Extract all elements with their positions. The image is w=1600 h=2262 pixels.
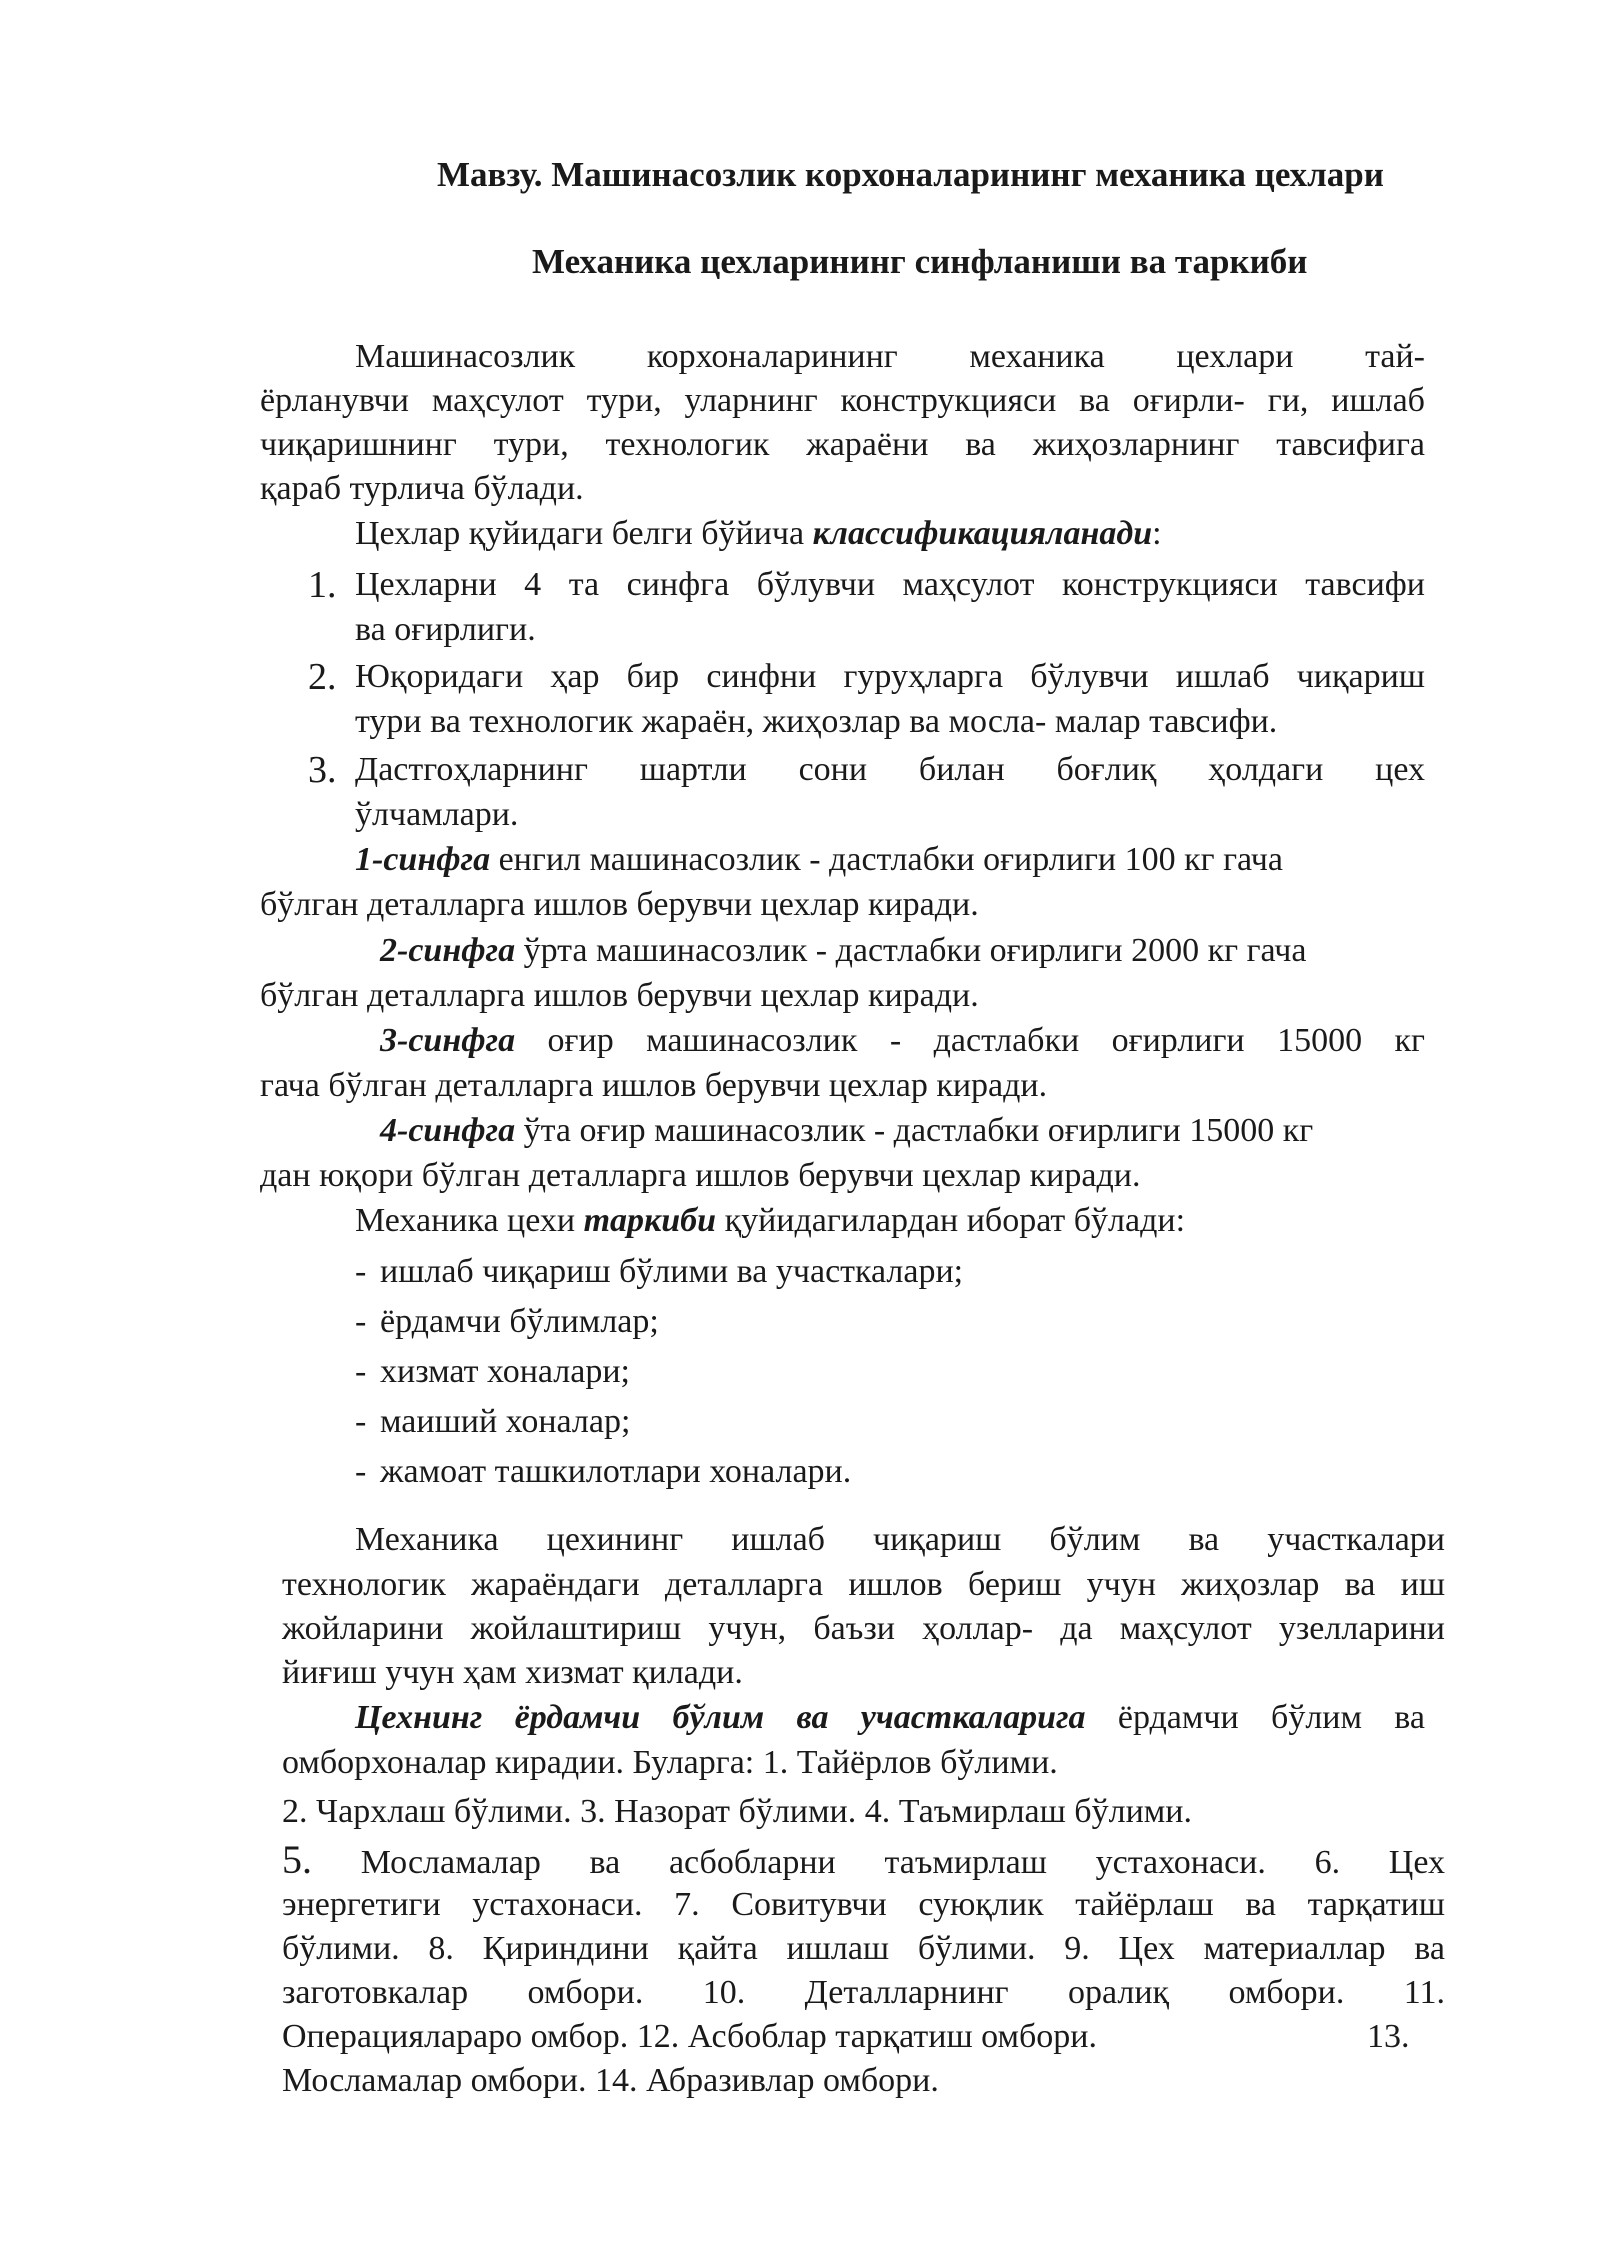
production-line-4: йиғиш учун ҳам хизмат қилади. bbox=[282, 1654, 743, 1691]
list-item: хизмат хоналари; bbox=[380, 1353, 630, 1390]
auxiliary-line-7: заготовкалар омбори. 10. Деталларнинг оралиқ омбори. 11. bbox=[282, 1974, 1445, 2011]
auxiliary-line-9: Мосламалар омбори. 14. Абразивлар омбори. bbox=[282, 2062, 939, 2099]
auxiliary-line-4 bbox=[282, 1838, 1445, 1885]
auxiliary-line-8: Операцияларарo омбор. 12. Асбоблар тарқатиш омбори. bbox=[282, 2018, 1097, 2055]
criteria-line: ва оғирлиги. bbox=[355, 611, 536, 648]
intro-line-3: чиқаришнинг тури, технологик жараёни ва жиҳозларнинг тавсифига bbox=[260, 426, 1425, 463]
auxiliary-line-3: 2. Чархлаш бўлими. 3. Назорат бўлими. 4. Таъмирлаш бўлими. bbox=[282, 1793, 1192, 1830]
production-line-1: Механика цехининг ишлаб чиқариш бўлим ва участкалари bbox=[355, 1521, 1445, 1558]
page-title: Мавзу. Машинасозлик корхоналарининг механика цехлари bbox=[437, 155, 1384, 194]
classify-colon: : bbox=[1152, 515, 1162, 552]
class-3-line-1 bbox=[380, 1019, 1425, 1063]
class-1-line-1 bbox=[355, 838, 1283, 882]
composition-sentence bbox=[355, 1199, 1185, 1243]
auxiliary-term: Цехнинг ёрдамчи бўлим ва участкаларига bbox=[355, 1699, 1086, 1736]
auxiliary-line-1 bbox=[355, 1696, 1425, 1740]
criteria-line: Юқоридаги ҳар бир синфни гуруҳларга бўлувчи ишлаб чиқариш bbox=[355, 658, 1425, 695]
composition-term: таркиби bbox=[583, 1202, 717, 1239]
class-2-line-1 bbox=[380, 929, 1306, 973]
class-1-line-2: бўлган деталларга ишлов берувчи цехлар киради. bbox=[260, 886, 979, 923]
class-label: 1-синфга bbox=[355, 841, 491, 878]
class-4-line-1 bbox=[380, 1109, 1313, 1153]
class-text: енгил машинасозлик - дастлабки оғирлиги 100 кг гача bbox=[490, 841, 1283, 878]
auxiliary-text: ёрдамчи бўлим ва bbox=[1085, 1699, 1425, 1736]
composition-text: қуйидагилардан иборат бўлади: bbox=[716, 1202, 1186, 1239]
bullet-mark: - bbox=[355, 1253, 367, 1290]
classify-text: Цехлар қуйидаги белги бўйича bbox=[355, 515, 813, 552]
auxiliary-line-8-number: 13. bbox=[1367, 2018, 1410, 2055]
criteria-line: тури ва технологик жараён, жиҳозлар ва мосла- малар тавсифи. bbox=[355, 703, 1278, 740]
production-line-3: жойларини жойлаштириш учун, баъзи ҳоллар- да маҳсулот узелларини bbox=[282, 1610, 1445, 1647]
criteria-line: ўлчамлари. bbox=[355, 796, 519, 833]
bullet-mark: - bbox=[355, 1453, 367, 1490]
bullet-mark: - bbox=[355, 1353, 367, 1390]
criteria-line: Дастгоҳларнинг шартли сони билан боғлиқ ҳолдаги цех bbox=[355, 751, 1425, 788]
list-item: ёрдамчи бўлимлар; bbox=[380, 1303, 659, 1340]
auxiliary-line-6: бўлими. 8. Қириндини қайта ишлаш бўлими. 9. Цех материаллар ва bbox=[282, 1930, 1445, 1967]
class-label: 2-синфга bbox=[380, 932, 516, 969]
list-item: ишлаб чиқариш бўлими ва участкалари; bbox=[380, 1253, 964, 1290]
auxiliary-line-2: омборхоналар кирадии. Буларга: 1. Тайёрлов бўлими. bbox=[282, 1744, 1058, 1781]
class-text: оғир машинасозлик - дастлабки оғирлиги 15000 кг bbox=[515, 1022, 1425, 1059]
auxiliary-number: 5. bbox=[282, 1837, 312, 1882]
criteria-number: 3. bbox=[308, 749, 337, 791]
class-text: ўрта машинасозлик - дастлабки оғирлиги 2000 кг гача bbox=[515, 932, 1307, 969]
criteria-line: Цехларни 4 та синфга бўлувчи маҳсулот конструкцияси тавсифи bbox=[355, 566, 1425, 603]
list-item: маиший хоналар; bbox=[380, 1403, 631, 1440]
class-3-line-2: гача бўлган деталларга ишлов берувчи цехлар киради. bbox=[260, 1067, 1048, 1104]
auxiliary-line-5: энергетиги устахонаси. 7. Совитувчи суюқлик тайёрлаш ва тарқатиш bbox=[282, 1886, 1445, 1923]
page-subtitle: Механика цехларининг синфланиши ва таркиби bbox=[532, 242, 1308, 281]
classify-sentence bbox=[355, 512, 1162, 556]
criteria-number: 2. bbox=[308, 656, 337, 698]
class-label: 4-синфга bbox=[380, 1112, 516, 1149]
bullet-mark: - bbox=[355, 1403, 367, 1440]
criteria-number: 1. bbox=[308, 564, 337, 606]
class-4-line-2: дан юқори бўлган деталларга ишлов берувчи цехлар киради. bbox=[260, 1157, 1141, 1194]
auxiliary-text: Мосламалар ва асбобларни таъмирлаш устахонаси. 6. Цех bbox=[312, 1844, 1445, 1881]
intro-line-1: Машинасозлик корхоналарининг механика цехлари тай- bbox=[355, 338, 1425, 375]
bullet-mark: - bbox=[355, 1303, 367, 1340]
intro-line-4: қараб турлича бўлади. bbox=[260, 470, 584, 507]
class-label: 3-синфга bbox=[380, 1022, 516, 1059]
class-text: ўта оғир машинасозлик - дастлабки оғирлиги 15000 кг bbox=[515, 1112, 1314, 1149]
composition-text: Механика цехи bbox=[355, 1202, 584, 1239]
production-line-2: технологик жараёндаги деталларга ишлов бериш учун жиҳозлар ва иш bbox=[282, 1566, 1445, 1603]
class-2-line-2: бўлган деталларга ишлов берувчи цехлар киради. bbox=[260, 977, 979, 1014]
classify-term: классификацияланади bbox=[812, 515, 1153, 552]
intro-line-2: ёрланувчи маҳсулот тури, уларнинг конструкцияси ва оғирли- ги, ишлаб bbox=[260, 382, 1425, 419]
list-item: жамоат ташкилотлари хоналари. bbox=[380, 1453, 852, 1490]
